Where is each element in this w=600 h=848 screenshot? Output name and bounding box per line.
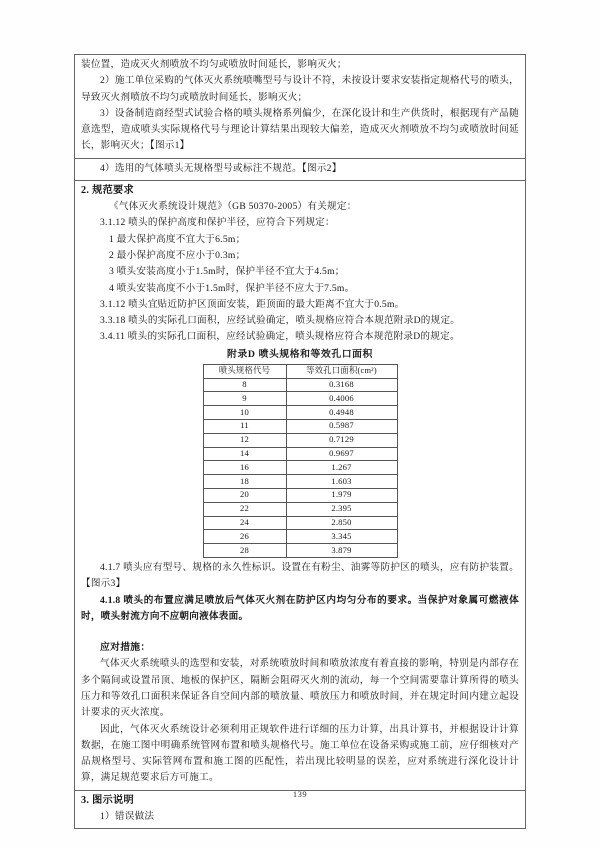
table-row: [203, 544, 397, 558]
table-row: [203, 447, 397, 461]
cell-orifice-area: 0.4948: [286, 406, 397, 420]
cell-orifice-area: 0.5987: [286, 419, 397, 433]
clause-3-1-12-install: 3.1.12 喷头宜贴近防护区顶面安装，距顶面的最大距离不宜大于0.5m。: [100, 298, 405, 310]
cell-orifice-area: 3.345: [286, 530, 397, 544]
table-row: [203, 433, 397, 447]
cell-nozzle-code: 26: [203, 530, 286, 544]
cell-orifice-area: 2.850: [286, 516, 397, 530]
section-heading-illustration-notes: 3. 图示说明: [81, 794, 135, 806]
table-row: [203, 530, 397, 544]
measures-paragraph-1: 气体灭火系统喷头的选型和安装，对系统喷放时间和喷放浓度有着直接的影响，特别是内部存在多个隔间或设置吊顶、地板的保护区，隔断会阻碍灭火剂的流动，每一个空间需要靠计算所得的喷头压力和等效孔口面积来保证各自空间内部的喷放量、喷放压力和喷放时间，并在规定时间内建立起设计要求的灭火浓度。: [81, 658, 519, 719]
section-heading-spec-requirements: 2. 规范要求: [81, 185, 135, 197]
clause-item-1: 1 最大保护高度不宜大于6.5m；: [109, 233, 246, 245]
page-number: 139: [292, 789, 308, 799]
cell-nozzle-code: 14: [203, 447, 286, 461]
clause-item-4: 4 喷头安装高度不小于1.5m时，保护半径不应大于7.5m。: [109, 282, 355, 294]
table-row: [203, 419, 397, 433]
table-row: [203, 461, 397, 475]
cell-orifice-area: 0.7129: [286, 433, 397, 447]
clause-4-1-7: 4.1.7 喷头应有型号、规格的永久性标识。设置在有粉尘、油雾等防护区的喷头，应有防护装置。【图示3】: [81, 561, 519, 590]
clause-item-2: 2 最小保护高度不应小于0.3m；: [109, 249, 246, 261]
table-header-row: [203, 364, 397, 378]
clause-3-3-18: 3.3.18 喷头的实际孔口面积，应经试验确定，喷头规格应符合本规范附录D的规定。: [100, 315, 461, 327]
cell-orifice-area: 1.267: [286, 461, 397, 475]
cell-nozzle-code: 28: [203, 544, 286, 558]
clause-3-4-11: 3.4.11 喷头的实际孔口面积，应经试验确定，喷头规格应符合本规范附录D的规定。: [100, 331, 460, 343]
illustration-item-1: 1）错误做法: [100, 810, 155, 822]
section-problem-4: [75, 159, 525, 181]
content-frame: [74, 54, 526, 829]
cell-orifice-area: 1.979: [286, 488, 397, 502]
appendix-d-table: [203, 364, 398, 558]
table-row: [203, 378, 397, 392]
cell-nozzle-code: 9: [203, 392, 286, 406]
paragraph-problem-4: 4）选用的气体喷头无规格型号或标注不规范。【图示2】: [100, 162, 342, 174]
measures-heading: 应对措施：: [100, 642, 151, 654]
cell-nozzle-code: 12: [203, 433, 286, 447]
paragraph-problem-2: 2）施工单位采购的气体灭火系统喷嘴型号与设计不符，未按设计要求安装指定规格代号的喷头，导致灭火剂喷放不均匀或喷放时间延长，影响灭火；: [81, 75, 519, 103]
cell-orifice-area: 0.3168: [286, 378, 397, 392]
table-row: [203, 475, 397, 489]
table-row: [203, 392, 397, 406]
standard-reference: 《气体灭火系统设计规范》（GB 50370-2005）有关规定：: [109, 201, 357, 213]
cell-orifice-area: 0.9697: [286, 447, 397, 461]
cell-nozzle-code: 18: [203, 475, 286, 489]
cell-nozzle-code: 16: [203, 461, 286, 475]
cell-orifice-area: 1.603: [286, 475, 397, 489]
table-row: [203, 502, 397, 516]
column-header-nozzle-code: 喷头规格代号: [203, 364, 286, 378]
cell-nozzle-code: 24: [203, 516, 286, 530]
table-row: [203, 488, 397, 502]
clause-3-1-12-protection: 3.1.12 喷头的保护高度和保护半径，应符合下列规定：: [100, 217, 335, 229]
paragraph-spacer: [81, 625, 519, 640]
cell-orifice-area: 2.395: [286, 502, 397, 516]
section-problems-continued: [75, 55, 525, 159]
paragraph-problem-3: 3）设备制造商经型式试验合格的喷头规格系列偏少，在深化设计和生产供货时，根据现有产品随意选型，造成喷头实际规格代号与理论计算结果出现较大偏差，造成灭火剂喷放不均匀或喷放时间延长，影响灭火；【图示1】: [81, 107, 519, 152]
table-row: [203, 406, 397, 420]
cell-nozzle-code: 20: [203, 488, 286, 502]
measures-paragraph-2: 因此，气体灭火系统设计必须利用正规软件进行详细的压力计算，出具计算书，并根据设计计算数据，在施工图中明确系统管网布置和喷头规格代号。施工单位在设备采购或施工前，应仔细核对产品规格型号、实际管网布置和施工图的匹配性，若出现比较明显的误差，应对系统进行深化设计计算，满足规范要求后方可施工。: [81, 723, 519, 784]
column-header-equivalent-orifice-area: 等效孔口面积(cm²): [286, 364, 397, 378]
clause-item-3: 3 喷头安装高度小于1.5m时，保护半径不宜大于4.5m；: [109, 266, 345, 278]
cell-nozzle-code: 8: [203, 378, 286, 392]
cell-nozzle-code: 10: [203, 406, 286, 420]
cell-orifice-area: 0.4006: [286, 392, 397, 406]
cell-orifice-area: 3.879: [286, 544, 397, 558]
paragraph-continued-line: 装位置，造成灭火剂喷放不均匀或喷放时间延长，影响灭火；: [81, 59, 347, 70]
cell-nozzle-code: 11: [203, 419, 286, 433]
section-spec-requirements: [75, 181, 525, 791]
table-row: [203, 516, 397, 530]
cell-nozzle-code: 22: [203, 502, 286, 516]
clause-4-1-8: 4.1.8 喷头的布置应满足喷放后气体灭火剂在防护区内均匀分布的要求。当保护对象属可燃液体时，喷头射流方向不应朝向液体表面。: [81, 594, 519, 622]
table-caption-appendix-d: 附录D 喷头规格和等效孔口面积: [227, 348, 373, 360]
